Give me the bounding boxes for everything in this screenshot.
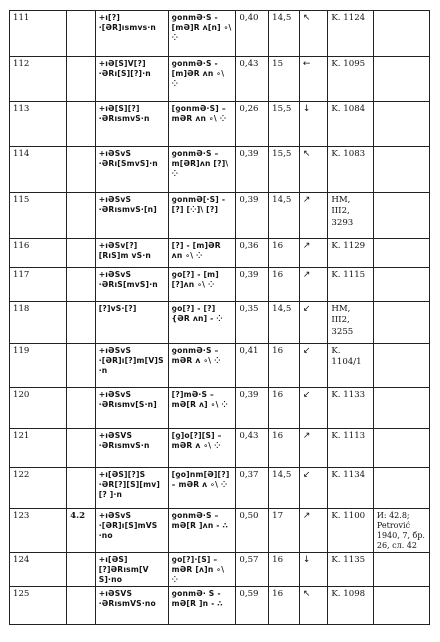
obverse-legend: +ı[ƏS][?]ƏRısm[V S]·no (95, 553, 168, 587)
die-axis: ↖ (299, 11, 328, 57)
diameter-value: 16 (269, 587, 300, 625)
literature-reference (373, 193, 429, 239)
row-number: 112 (10, 57, 67, 102)
diameter-value: 14,5 (269, 11, 300, 57)
source-reference: HM, III2, 3293 (328, 193, 373, 239)
literature-reference (373, 388, 429, 429)
table-row (10, 587, 430, 625)
source-reference: K. 1084 (328, 102, 373, 147)
obverse-legend: [?]vS·[?] (95, 302, 168, 344)
reverse-legend: [?] - [m]ƏR ʌn ∘\ ⁘ (168, 239, 236, 268)
row-number: 124 (10, 553, 67, 587)
reverse-legend: [?]mƏ·S – mƏ[R ʌ] ∘\ ⁘ (168, 388, 236, 429)
die-axis: ↗ (299, 429, 328, 468)
obverse-legend: +ı[?] ·[ƏR]ısmvs·n (95, 11, 168, 57)
table-row (10, 11, 430, 57)
literature-reference (373, 268, 429, 302)
die-axis: ↙ (299, 388, 328, 429)
group-number (67, 468, 96, 509)
literature-reference (373, 239, 429, 268)
reverse-legend: ƍonmƏ·S – mƏR ʌ ∘\ ⁘ (168, 344, 236, 388)
literature-reference (373, 587, 429, 625)
catalog-table-body (10, 11, 430, 625)
weight-value: 0,57 (236, 553, 269, 587)
table-row (10, 193, 430, 239)
weight-value: 0,59 (236, 587, 269, 625)
table-row (10, 553, 430, 587)
group-number (67, 239, 96, 268)
row-number: 111 (10, 11, 67, 57)
weight-value: 0,35 (236, 302, 269, 344)
diameter-value: 16 (269, 553, 300, 587)
obverse-legend: +ıƏSvS ·[ƏR]ı[S]mVS ·no (95, 509, 168, 553)
diameter-value: 15 (269, 57, 300, 102)
weight-value: 0,43 (236, 57, 269, 102)
source-reference: K. 1083 (328, 147, 373, 193)
group-number (67, 147, 96, 193)
diameter-value: 14,5 (269, 193, 300, 239)
table-row (10, 429, 430, 468)
table-row (10, 509, 430, 553)
table-row (10, 388, 430, 429)
source-reference: K. 1095 (328, 57, 373, 102)
literature-reference (373, 302, 429, 344)
source-reference: K. 1104/1 (328, 344, 373, 388)
literature-reference (373, 11, 429, 57)
group-number (67, 553, 96, 587)
obverse-legend: +ıƏ[S]V[?] ·ƏRı[S][?]·n (95, 57, 168, 102)
row-number: 120 (10, 388, 67, 429)
source-reference: K. 1113 (328, 429, 373, 468)
row-number: 115 (10, 193, 67, 239)
row-number: 122 (10, 468, 67, 509)
reverse-legend: ƍo[?] - [?]{ƏR ʌn] - ⁘ (168, 302, 236, 344)
table-row (10, 302, 430, 344)
source-reference: K. 1100 (328, 509, 373, 553)
table-row (10, 147, 430, 193)
reverse-legend: [ƍ]o[?][S] – mƏR ʌ ∘\ ⁘ (168, 429, 236, 468)
diameter-value: 15,5 (269, 147, 300, 193)
group-number (67, 344, 96, 388)
weight-value: 0,39 (236, 268, 269, 302)
obverse-legend: +ıƏSvS ·ƏRısmvS·[n] (95, 193, 168, 239)
source-reference: K. 1135 (328, 553, 373, 587)
row-number: 117 (10, 268, 67, 302)
die-axis: ↗ (299, 509, 328, 553)
source-reference: K. 1133 (328, 388, 373, 429)
literature-reference (373, 553, 429, 587)
source-reference: K. 1115 (328, 268, 373, 302)
table-row (10, 239, 430, 268)
group-number (67, 57, 96, 102)
row-number: 121 (10, 429, 67, 468)
group-number (67, 587, 96, 625)
die-axis: ↗ (299, 193, 328, 239)
row-number: 113 (10, 102, 67, 147)
group-number (67, 429, 96, 468)
die-axis: ↙ (299, 468, 328, 509)
row-number: 123 (10, 509, 67, 553)
weight-value: 0,36 (236, 239, 269, 268)
die-axis: ↖ (299, 587, 328, 625)
source-reference: K. 1134 (328, 468, 373, 509)
die-axis: ↖ (299, 147, 328, 193)
diameter-value: 14,5 (269, 302, 300, 344)
table-row (10, 57, 430, 102)
weight-value: 0,41 (236, 344, 269, 388)
weight-value: 0,26 (236, 102, 269, 147)
reverse-legend: ƍonmƏ·S - [mƏ]R ʌ[n] ∘\ ⁘ (168, 11, 236, 57)
die-axis: ↗ (299, 268, 328, 302)
source-reference: K. 1129 (328, 239, 373, 268)
die-axis: ↓ (299, 102, 328, 147)
group-number (67, 102, 96, 147)
reverse-legend: ƍo[?]·[S] – mƏR [ʌ]n ∘\ ⁘ (168, 553, 236, 587)
diameter-value: 16 (269, 344, 300, 388)
die-axis: ↙ (299, 344, 328, 388)
reverse-legend: ƍonmƏ· S - mƏ[R ]n - ∴ (168, 587, 236, 625)
catalog-page (9, 10, 430, 625)
reverse-legend: [ƍonmƏ·S] – mƏR ʌn ∘\ ⁘ (168, 102, 236, 147)
literature-reference (373, 147, 429, 193)
group-number (67, 388, 96, 429)
literature-reference: И: 42.8; Petrović 1940, 7, бр. 26, сл. 42 (373, 509, 429, 553)
group-number (67, 193, 96, 239)
weight-value: 0,43 (236, 429, 269, 468)
obverse-legend: +ıƏSvS ·ƏRıS[mvS]·n (95, 268, 168, 302)
group-number (67, 302, 96, 344)
diameter-value: 15,5 (269, 102, 300, 147)
diameter-value: 16 (269, 239, 300, 268)
literature-reference (373, 102, 429, 147)
weight-value: 0,40 (236, 11, 269, 57)
obverse-legend: +ı[ƏS][?]S ·ƏR[?][S][mv][? ]·n (95, 468, 168, 509)
literature-reference (373, 344, 429, 388)
row-number: 125 (10, 587, 67, 625)
diameter-value: 16 (269, 429, 300, 468)
obverse-legend: +ıƏSvS ·[ƏR]ı[?]m[V]S ·n (95, 344, 168, 388)
source-reference: HM, III2, 3255 (328, 302, 373, 344)
diameter-value: 16 (269, 388, 300, 429)
obverse-legend: +ıƏSv[?][RıS]m vS·n (95, 239, 168, 268)
coin-catalog-table (9, 10, 430, 625)
table-row (10, 268, 430, 302)
obverse-legend: +ıƏSVS ·ƏRısmvS·n (95, 429, 168, 468)
die-axis: ↓ (299, 553, 328, 587)
weight-value: 0,39 (236, 193, 269, 239)
diameter-value: 14,5 (269, 468, 300, 509)
diameter-value: 17 (269, 509, 300, 553)
group-number (67, 268, 96, 302)
weight-value: 0,37 (236, 468, 269, 509)
die-axis: ↗ (299, 239, 328, 268)
reverse-legend: ƍonmƏ·S - [m]ƏR ʌn ∘\ ⁘ (168, 57, 236, 102)
source-reference: K. 1098 (328, 587, 373, 625)
reverse-legend: ƍonmƏ·S – mƏ[R ]ʌn - ∴ (168, 509, 236, 553)
source-reference: K. 1124 (328, 11, 373, 57)
group-number: 4.2 (67, 509, 96, 553)
reverse-legend: ƍo[?] - [m][?]ʌn ∘\ ⁘ (168, 268, 236, 302)
row-number: 114 (10, 147, 67, 193)
die-axis: ← (299, 57, 328, 102)
row-number: 119 (10, 344, 67, 388)
literature-reference (373, 429, 429, 468)
weight-value: 0,39 (236, 388, 269, 429)
reverse-legend: [ƍo]nm[Ə][?] – mƏR ʌ ∘\ ⁘ (168, 468, 236, 509)
die-axis: ↙ (299, 302, 328, 344)
diameter-value: 16 (269, 268, 300, 302)
obverse-legend: +ıƏSVS ·ƏRısmVS·no (95, 587, 168, 625)
table-row (10, 102, 430, 147)
table-row (10, 468, 430, 509)
weight-value: 0,50 (236, 509, 269, 553)
reverse-legend: ƍonmƏ·S – m[ƏR]ʌn [?]\ ⁘ (168, 147, 236, 193)
row-number: 118 (10, 302, 67, 344)
table-row (10, 344, 430, 388)
weight-value: 0,39 (236, 147, 269, 193)
row-number: 116 (10, 239, 67, 268)
literature-reference (373, 468, 429, 509)
group-number (67, 11, 96, 57)
literature-reference (373, 57, 429, 102)
reverse-legend: ƍonmƏ[·S] - [?] [⁘]\ [?] (168, 193, 236, 239)
obverse-legend: +ıƏSvS ·ƏRısmv[S·n] (95, 388, 168, 429)
obverse-legend: +ıƏ[S][?] ·ƏRısmvS·n (95, 102, 168, 147)
obverse-legend: +ıƏSvS ·ƏRı[SmvS]·n (95, 147, 168, 193)
